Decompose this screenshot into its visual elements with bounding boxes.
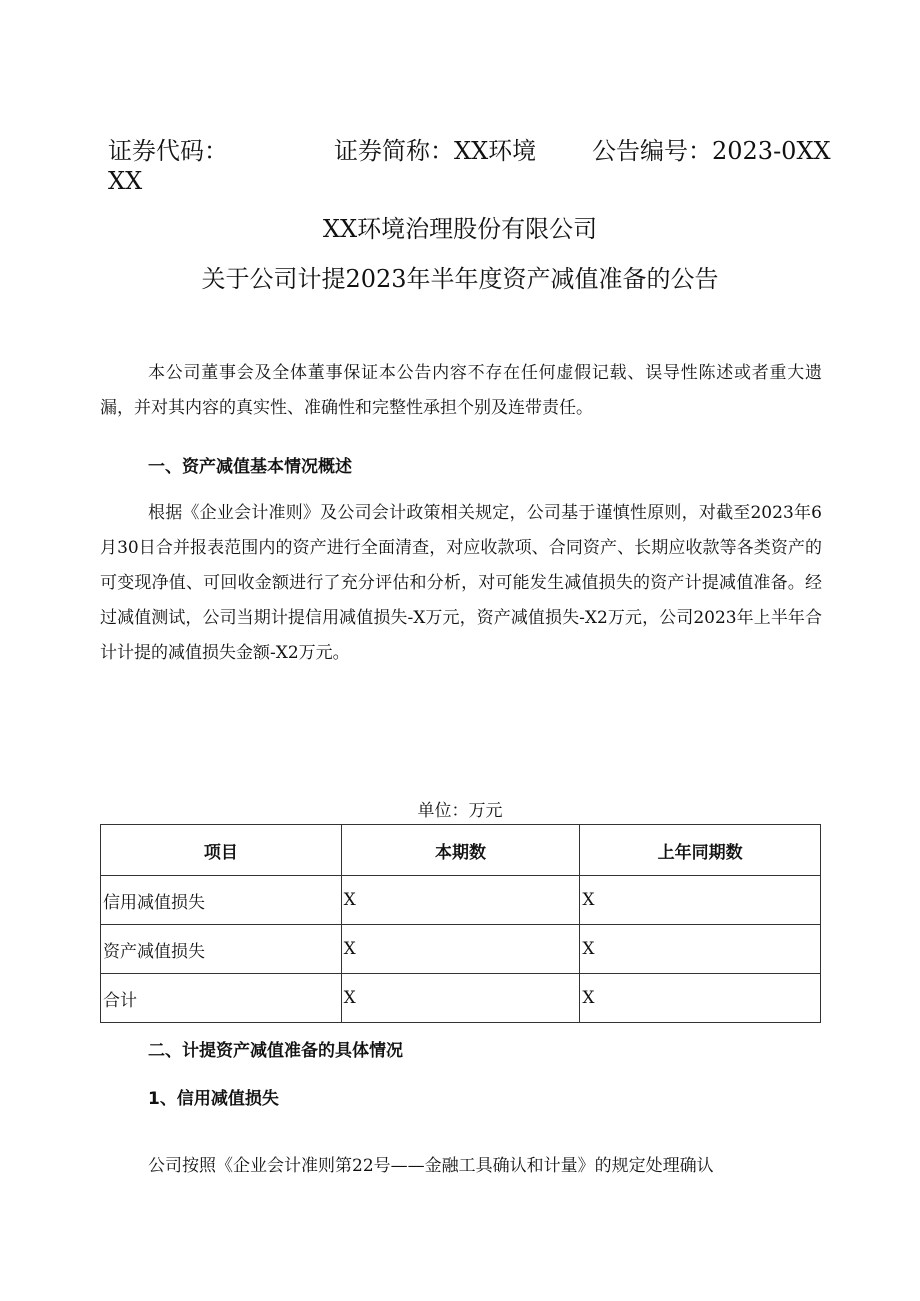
- column-header-item: 项目: [101, 825, 342, 876]
- company-title: XX环境治理股份有限公司: [322, 215, 598, 243]
- subsection-1-heading: 1、信用减值损失: [148, 1089, 279, 1109]
- table-cell: 信用减值损失: [101, 876, 342, 925]
- stock-abbreviation: 证券简称：XX环境: [334, 137, 537, 165]
- announcement-header: [108, 133, 831, 169]
- table-header-row: [101, 825, 821, 876]
- table-cell: 资产减值损失: [101, 925, 342, 974]
- announcement-number: 公告编号：2023-0XX: [592, 137, 831, 165]
- board-statement: 本公司董事会及全体董事保证本公告内容不存在任何虚假记载、误导性陈述或者重大遗漏，并对其内容的真实性、准确性和完整性承担个别及连带责任。: [100, 363, 822, 418]
- table-row: [101, 876, 821, 925]
- table-cell: X: [341, 925, 580, 974]
- subsection-1-body: 公司按照《企业会计准则第22号——金融工具确认和计量》的规定处理确认: [148, 1156, 714, 1176]
- impairment-table: [100, 824, 821, 1023]
- table-row: [101, 925, 821, 974]
- table-cell: X: [580, 974, 821, 1023]
- table-row: [101, 974, 821, 1023]
- announcement-title: 关于公司计提2023年半年度资产减值准备的公告: [201, 265, 719, 293]
- section-2-heading: 二、计提资产减值准备的具体情况: [148, 1041, 403, 1061]
- section-1-heading: 一、资产减值基本情况概述: [148, 457, 352, 477]
- table-cell: X: [580, 876, 821, 925]
- table-cell: X: [341, 876, 580, 925]
- table-cell: 合计: [101, 974, 342, 1023]
- table-cell: X: [341, 974, 580, 1023]
- table-cell: X: [580, 925, 821, 974]
- table-unit: 单位：万元: [417, 801, 503, 821]
- section-1-body: 根据《企业会计准则》及公司会计政策相关规定，公司基于谨慎性原则，对截至2023年6月30日合并报表范围内的资产进行全面清查，对应收款项、合同资产、长期应收款等各类资产的可变现净值、可回收金额进行了充分评估和分析，对可能发生减值损失的资产计提减值准备。经过减值测试，公司当期计提信用减值损失-X万元，资产减值损失-X2万元，公司2023年上半年合计计提的减值损失金额-X2万元。: [100, 503, 822, 663]
- announcement-number-suffix: XX: [108, 167, 143, 195]
- stock-code-label: 证券代码：: [108, 137, 228, 165]
- column-header-prior: 上年同期数: [580, 825, 821, 876]
- column-header-current: 本期数: [341, 825, 580, 876]
